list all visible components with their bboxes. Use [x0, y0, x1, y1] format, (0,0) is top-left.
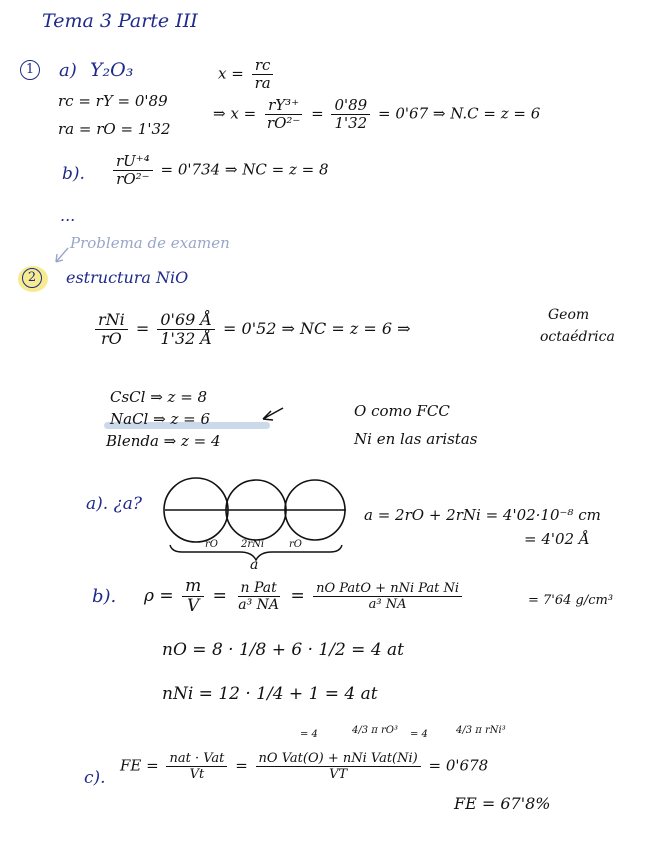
- fe-num: nat · Vat: [166, 752, 227, 767]
- p2-ratio-num: rNi: [95, 312, 128, 330]
- brace-label-ro-left: rO: [205, 539, 218, 550]
- p2-ratio-den2: 1'32 Å: [160, 329, 212, 348]
- fe-lhs: FE =: [120, 756, 159, 775]
- p1-calc-frac2: [331, 98, 370, 131]
- rho-lhs: ρ =: [144, 586, 174, 606]
- p1-calc-num1: rY³⁺: [265, 98, 302, 115]
- rho-frac3: [313, 582, 462, 611]
- problem-2-circle: 2: [22, 268, 42, 288]
- fe-frac2: [256, 752, 421, 781]
- p2-fe: FE = $\frac{\text{nat · Vat}}{Vt}$ = $\frac{\text{nO Vat(O) + nNi Vat(Ni)}}{VT}$ = 0'678: [120, 751, 489, 782]
- p1-calc-frac1: [264, 98, 303, 131]
- p1-definition: [218, 58, 277, 91]
- rho-frac1: [182, 578, 204, 615]
- pointer-arrow: [263, 408, 283, 420]
- p1-def-fraction: [252, 58, 274, 91]
- rho-f3-num: nO PatO + nNi Pat Ni: [313, 582, 462, 597]
- problem-2-number: [22, 268, 42, 288]
- brace-label-a: a: [250, 557, 259, 573]
- p2-ratio-num2: 0'69 Å: [157, 312, 215, 330]
- p2-b-label: b).: [92, 586, 117, 607]
- p2-c-label: c).: [84, 768, 106, 788]
- fe-result: = 0'678: [428, 756, 489, 775]
- p2-ratio-result: = 0'52 ⇒ NC = z = 6 ⇒: [223, 319, 411, 338]
- fe-ann2: 4/3 π rO³: [352, 725, 399, 736]
- p1-b-frac: [113, 154, 153, 187]
- p1-calc-eq: =: [311, 104, 324, 123]
- p2-blenda: Blenda ⇒ z = 4: [106, 432, 221, 450]
- fe-ann3: = 4: [410, 729, 428, 740]
- rho-result: = 7'64 g/cm³: [528, 593, 614, 608]
- fe-ann4: 4/3 π rNi³: [456, 725, 506, 736]
- fe-ann1: = 4: [300, 729, 318, 740]
- rho-f2-den: a³ NA: [238, 597, 280, 613]
- p2-geom2: octaédrica: [540, 329, 615, 345]
- p2-geom1: Geom: [548, 307, 590, 323]
- p1-ra-line: ra = rO = 1'32: [58, 120, 171, 138]
- p1-b-label: b).: [62, 164, 85, 184]
- fe-num2: nO Vat(O) + nNi Vat(Ni): [256, 752, 421, 767]
- fe-den: Vt: [189, 767, 205, 782]
- p1-def-num: rc: [252, 58, 274, 75]
- p1-calc-num2: 0'89: [331, 98, 370, 115]
- p2-a-label: a). ¿a?: [86, 494, 142, 514]
- p2-ratio-frac1: [95, 312, 128, 347]
- p1-compound: Y₂O₃: [90, 59, 134, 81]
- brace-label-ro-right: rO: [289, 539, 302, 550]
- fe-frac1: [166, 752, 227, 781]
- p1-calc-arrow: ⇒ x =: [213, 104, 257, 123]
- p1-rc-line: rc = rY = 0'89: [58, 92, 168, 110]
- p2-nacl: NaCl ⇒ z = 6: [110, 410, 210, 428]
- p2-o-como: O como FCC: [354, 402, 450, 420]
- brace-label-mid: 2rNi: [241, 539, 265, 550]
- rho-f2-num: n Pat: [238, 581, 280, 597]
- rho-f1-num: m: [182, 578, 204, 597]
- p2-ni-en: Ni en las aristas: [354, 430, 478, 448]
- p2-no-line: nO = 8 · 1/8 + 6 · 1/2 = 4 at: [162, 640, 405, 660]
- problem-1-number: [20, 60, 40, 80]
- p1-b-result: = 0'734 ⇒ NC = z = 8: [160, 160, 329, 179]
- rho-frac2: [235, 581, 282, 612]
- p1-b-num: rU⁺⁴: [113, 154, 153, 171]
- note-arrow: [56, 248, 68, 262]
- p1-b-calculation: [110, 154, 329, 187]
- problem-1-circle: 1: [20, 60, 40, 80]
- p1-def-den: ra: [254, 74, 271, 92]
- p1-def-lhs: x =: [218, 64, 244, 83]
- p1-a-label: a): [59, 60, 77, 81]
- p1-dots: ...: [60, 206, 76, 225]
- p1-calc-den1: rO²⁻: [266, 114, 301, 132]
- fe-den2: VT: [329, 767, 348, 782]
- p2-ratio: $\frac{\text{rNi}}{rO}$ = $\frac{0'69 Å}{1'32 Å}$ = 0'52 ⇒ NC = z = 6 ⇒: [92, 312, 411, 347]
- p1-calculation: [213, 98, 540, 131]
- fe-final: FE = 67'8%: [454, 794, 551, 813]
- p2-ratio-frac2: [157, 312, 215, 347]
- rho-f1-den: V: [186, 596, 200, 616]
- p2-cscl: CsCl ⇒ z = 8: [110, 388, 208, 406]
- rho-f3-den: a³ NA: [368, 597, 407, 612]
- p2-note: Problema de examen: [70, 234, 230, 252]
- p1-b-den: rO²⁻: [116, 170, 150, 188]
- p2-a-eq1: a = 2rO + 2rNi = 4'02·10⁻⁸ cm: [364, 506, 601, 524]
- p2-a-eq2: = 4'02 Å: [524, 530, 590, 548]
- p2-density: ρ = $\frac{m}{V}$ = $\frac{\text{n Pat}}{\text{a³ NA}}$ = $\frac{\text{nO PatO + nNi Pat Ni}}{\text{a³ NA}}$: [144, 578, 465, 615]
- p1-calc-result: = 0'67 ⇒ N.C = z = 6: [378, 104, 541, 123]
- atoms-diagram: [164, 478, 346, 542]
- p2-heading: estructura NiO: [66, 268, 189, 287]
- p2-ratio-den: rO: [101, 329, 122, 348]
- p2-nni-line: nNi = 12 · 1/4 + 1 = 4 at: [162, 684, 378, 704]
- p1-calc-den2: 1'32: [334, 114, 368, 132]
- page-title: Tema 3 Parte III: [42, 10, 198, 32]
